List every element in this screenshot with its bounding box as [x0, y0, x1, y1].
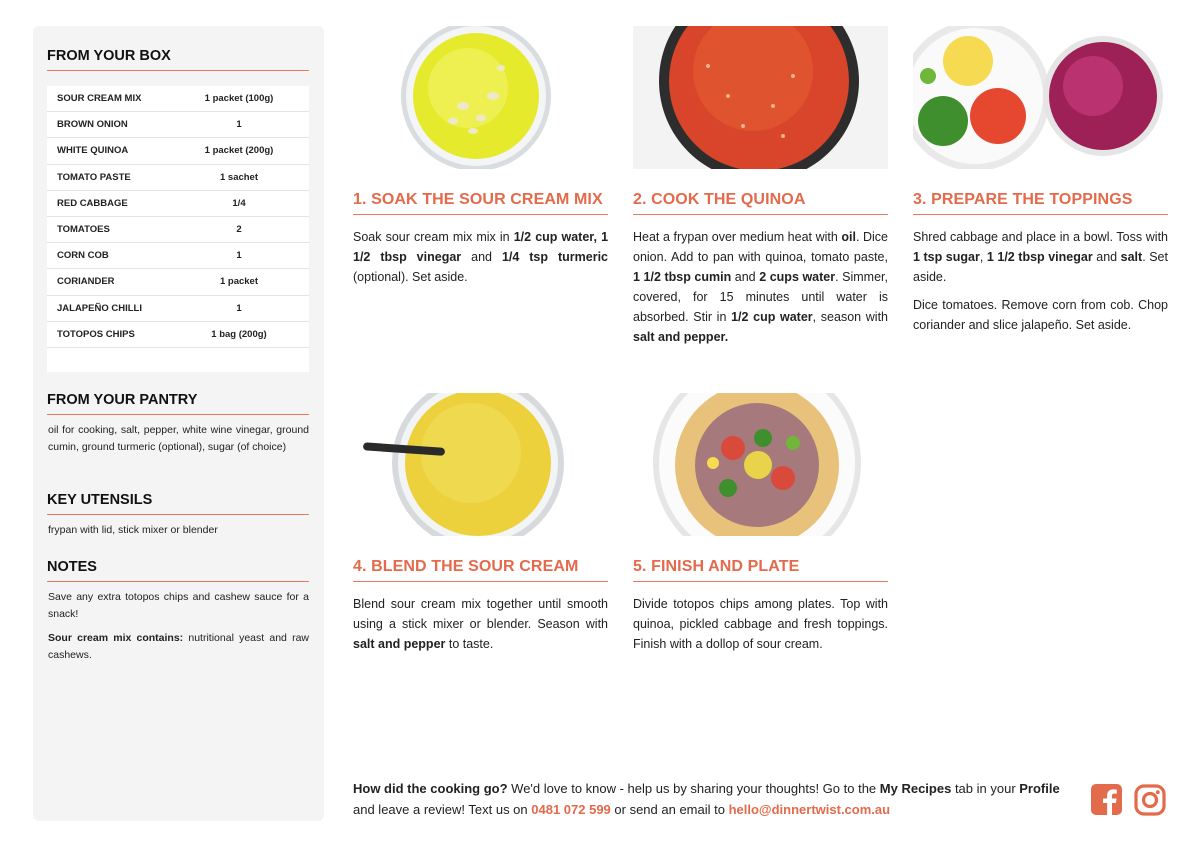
from-your-box-title: FROM YOUR BOX [47, 48, 309, 71]
ingredient-qty: 2 [236, 224, 242, 236]
my-recipes-label: My Recipes [879, 781, 952, 796]
feedback-question: How did the cooking go? [353, 781, 508, 796]
notes-title: NOTES [47, 559, 309, 582]
ingredient-qty: 1/4 [232, 197, 246, 209]
phone-number-link[interactable]: 0481 072 599 [531, 802, 611, 817]
instagram-icon[interactable] [1134, 784, 1167, 817]
table-row [47, 322, 309, 348]
ingredient-name: TOMATO PASTE [57, 171, 131, 183]
step-2-photo [633, 26, 888, 169]
ingredient-qty: 1 bag (200g) [211, 328, 267, 340]
step-5-photo [633, 393, 888, 536]
step-1-text: Soak sour cream mix mix in 1/2 cup water, 1 1/2 tbsp vinegar and 1/4 tsp turmeric (optional). Set aside. [353, 230, 609, 284]
blended-sour-cream-image [353, 393, 608, 536]
pantry-text: oil for cooking, salt, pepper, white wine vinegar, ground cumin, ground turmeric (optional), sugar (of choice) [48, 424, 309, 453]
step-3-title: 3. PREPARE THE TOPPINGS [913, 169, 1168, 215]
ingredient-name: TOTOPOS CHIPS [57, 328, 135, 340]
ingredient-name: BROWN ONION [57, 119, 128, 131]
step-2 [633, 26, 888, 347]
table-row [47, 269, 309, 295]
step-3-text: Shred cabbage and place in a bowl. Toss with 1 tsp sugar, 1 1/2 tbsp vinegar and salt. Set aside. Dice tomatoes. Remove corn from cob. Chop coriander and slice jalapeño. Set aside. [913, 230, 1168, 332]
step-3 [913, 26, 1168, 335]
profile-label: Profile [1019, 781, 1060, 796]
notes-text: Save any extra totopos chips and cashew sauce for a snack! [48, 591, 309, 620]
step-1-photo [353, 26, 608, 169]
ingredient-name: WHITE QUINOA [57, 145, 129, 157]
plated-nachos-image [633, 393, 888, 536]
step-1-title: 1. SOAK THE SOUR CREAM MIX [353, 169, 608, 215]
table-row [47, 86, 309, 112]
key-utensils-title: KEY UTENSILS [47, 492, 309, 515]
toppings-plates-image [913, 26, 1168, 169]
step-5 [633, 393, 888, 654]
table-row [47, 112, 309, 138]
step-4-text: Blend sour cream mix together until smooth using a stick mixer or blender. Season with salt and pepper to taste. [353, 597, 608, 651]
ingredient-qty: 1 packet (100g) [204, 93, 274, 105]
ingredients-sidebar [33, 26, 324, 821]
ingredient-name: SOUR CREAM MIX [57, 93, 142, 105]
step-4 [353, 393, 608, 654]
step-5-text: Divide totopos chips among plates. Top with quinoa, pickled cabbage and fresh toppings. Finish with a dollop of sour cream. [633, 597, 888, 651]
ingredient-name: RED CABBAGE [57, 197, 128, 209]
ingredient-name: CORN COB [57, 250, 109, 262]
step-2-text: Heat a frypan over medium heat with oil. Dice onion. Add to pan with quinoa, tomato paste, 1 1/2 tbsp cumin and 2 cups water. Simmer, covered, for 15 minutes until water is absorbed. Stir in 1/2 cup water, season with salt and pepper. [633, 230, 889, 344]
table-row [47, 165, 309, 191]
step-2-title: 2. COOK THE QUINOA [633, 169, 888, 215]
table-row [47, 191, 309, 217]
step-4-photo [353, 393, 608, 536]
notes-mix-text: Sour cream mix contains: nutritional yeast and raw cashews. [48, 632, 309, 661]
ingredient-qty: 1 sachet [219, 171, 259, 183]
utensils-text: frypan with lid, stick mixer or blender [48, 524, 218, 536]
quinoa-pan-image [633, 26, 888, 169]
feedback-footer: How did the cooking go? We'd love to know - help us by sharing your thoughts! Go to the My Recipes tab in your Profile and leave a review! Text us on 0481 072 599 or send an email to hello@dinnertwist.com.au [353, 781, 1060, 817]
ingredient-name: TOMATOES [57, 224, 110, 236]
sour-cream-bowl-image [353, 26, 608, 169]
step-5-title: 5. FINISH AND PLATE [633, 536, 888, 582]
ingredient-qty: 1 packet (200g) [204, 145, 274, 157]
table-row [47, 296, 309, 322]
table-row [47, 217, 309, 243]
email-link[interactable]: hello@dinnertwist.com.au [728, 802, 891, 817]
from-your-pantry-title: FROM YOUR PANTRY [47, 392, 309, 415]
step-3-photo [913, 26, 1168, 169]
ingredient-qty: 1 [236, 250, 242, 262]
table-row [47, 138, 309, 164]
step-1 [353, 26, 608, 287]
ingredient-qty: 1 [236, 302, 242, 314]
box-ingredients-table [47, 86, 309, 372]
facebook-icon[interactable] [1091, 784, 1124, 817]
ingredient-name: CORIANDER [57, 276, 115, 288]
notes-mix-label: Sour cream mix contains: [48, 632, 184, 644]
step-4-title: 4. BLEND THE SOUR CREAM [353, 536, 608, 582]
table-row [47, 243, 309, 269]
ingredient-name: JALAPEÑO CHILLI [57, 302, 142, 314]
ingredient-qty: 1 [236, 119, 242, 131]
ingredient-qty: 1 packet [219, 276, 259, 288]
